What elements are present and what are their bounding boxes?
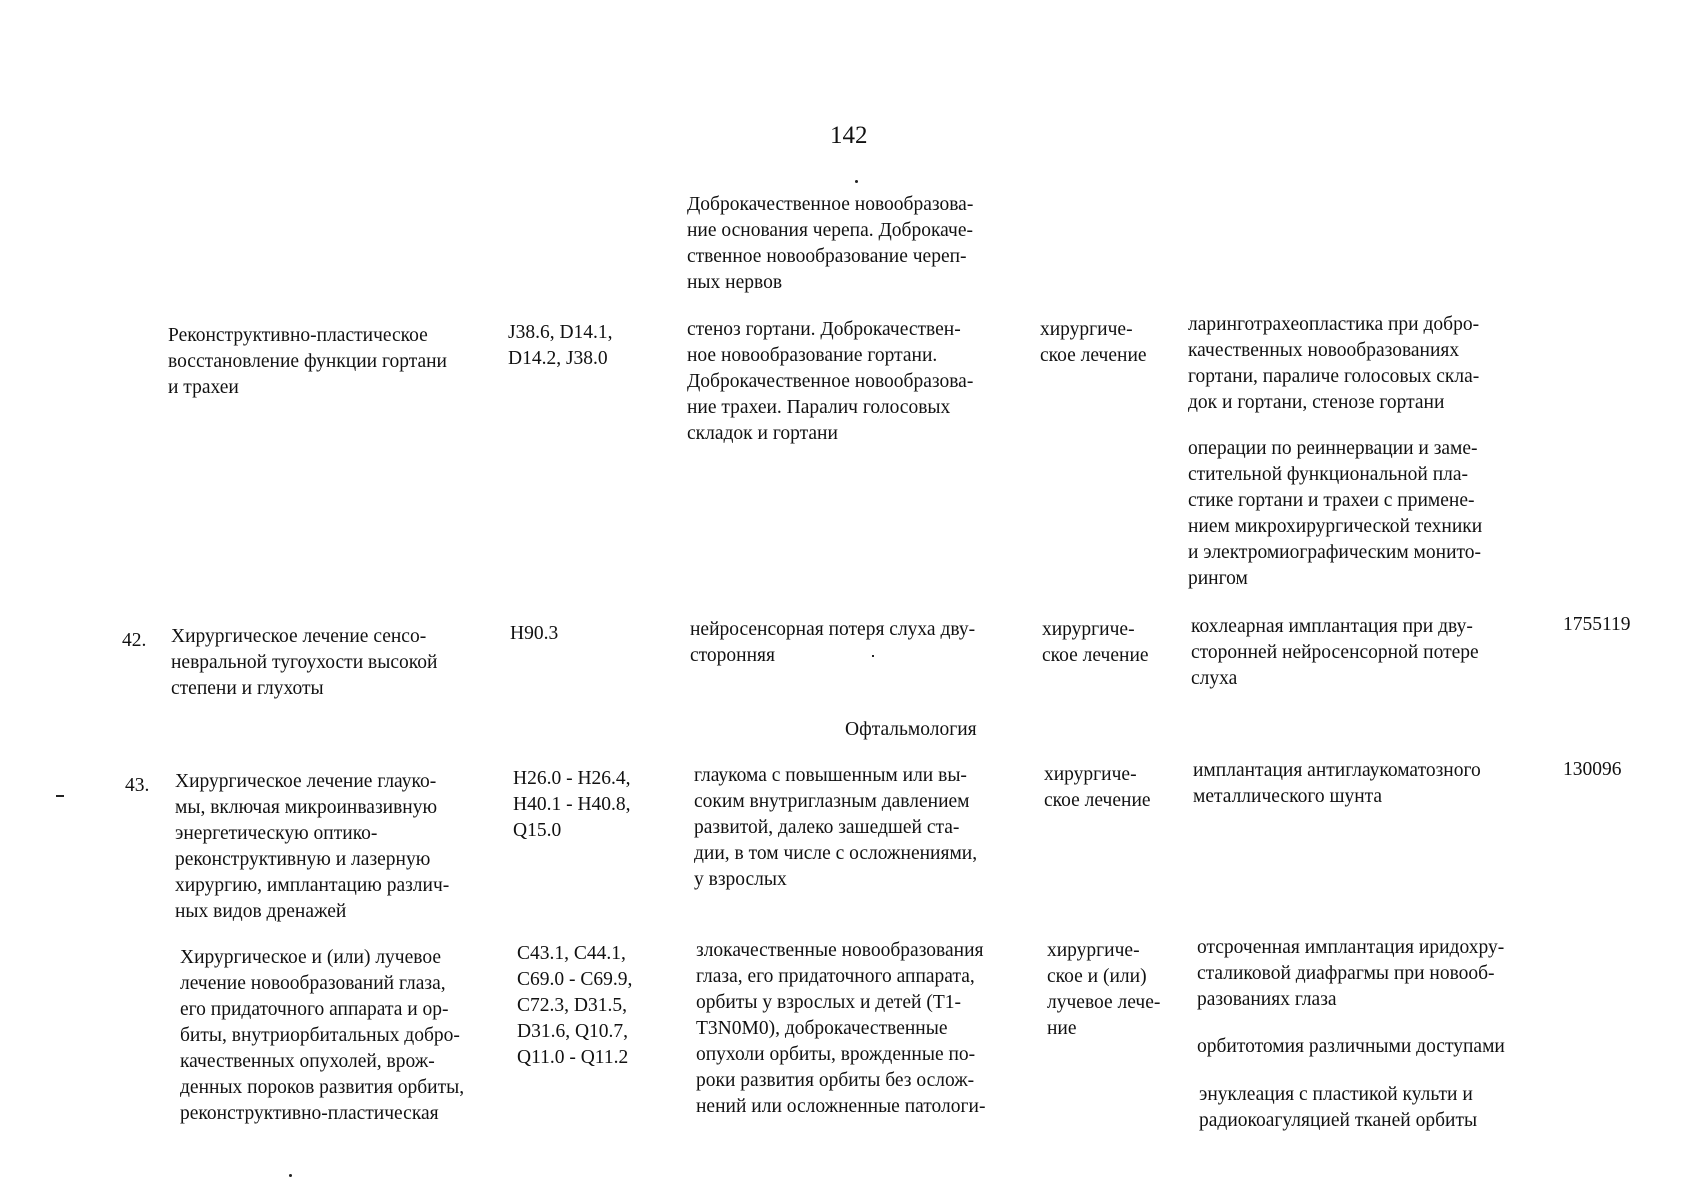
row44-method-3: энуклеация с пластикой культи и радиокоагуляцией тканей орбиты [1199,1084,1478,1131]
scan-speck [872,655,874,657]
row43-norm: 130096 [1563,759,1622,780]
scan-speck [56,795,64,797]
row44-name: Хирургическое и (или) лучевое лечение новообразований глаза, его придаточного аппарата и ор- биты, внутриорбитальных добро- качественных опухолей, врож- денных пороков развития орбиты, реконструктивно-пластическая [180,947,465,1124]
row42-treatment: хирургиче- ское лечение [1042,619,1149,666]
row43-number: 43. [125,775,150,796]
page-number: 142 [830,122,868,149]
row44-model: злокачественные новообразования глаза, его придаточного аппарата, орбиты у взрослых и детей (T1- T3N0M0), доброкачественные опухоли орбиты, врожденные по- роки развития орбиты без ослож- нений или осложненные патологи- [696,940,986,1117]
row42-codes: H90.3 [510,623,559,644]
scan-speck [289,1174,292,1177]
row43-codes: H26.0 - H26.4, H40.1 - H40.8, Q15.0 [513,768,631,841]
row42-method-1: кохлеарная имплантация при дву- сторонней нейросенсорной потере слуха [1191,616,1479,689]
row43-method-1: имплантация антиглаукоматозного металлического шунта [1193,760,1481,807]
row44-codes: C43.1, C44.1, C69.0 - C69.9, C72.3, D31.5, D31.6, Q10.7, Q11.0 - Q11.2 [517,943,633,1068]
row43-model: глаукома с повышенным или вы- соким внутриглазным давлением развитой, далеко зашедшей ста- дии, в том числе с осложнениями, у взрослых [694,765,978,890]
row0-model: Доброкачественное новообразова- ние основания черепа. Доброкаче- ственное новообразование череп- ных нервов [687,194,974,293]
row43-name: Хирургическое лечение глауко- мы, включая микроинвазивную энергетическую оптико- реконструктивную и лазерную хирургию, имплантацию различ- ных видов дренажей [175,771,450,922]
row42-norm: 1755119 [1563,614,1631,635]
row1-model: стеноз гортани. Доброкачествен- ное новообразование гортани. Доброкачественное новообразова- ние трахеи. Паралич голосовых складок и гортани [687,319,974,444]
row1-method-1: ларинготрахеопластика при добро- качественных новообразованиях гортани, параличе голосовых скла- док и гортани, стенозе гортани [1188,314,1480,413]
row43-treatment: хирургиче- ское лечение [1044,764,1151,811]
row1-codes: J38.6, D14.1, D14.2, J38.0 [508,322,613,369]
scan-speck [855,180,858,183]
row42-name: Хирургическое лечение сенсо- невральной тугоухости высокой степени и глухоты [171,626,438,699]
row1-method-2: операции по реиннервации и заме- стительной функциональной пла- стике гортани и трахеи с примене- нием микрохирургической техники и электромиографическим монито- рингом [1188,438,1483,589]
row1-name: Реконструктивно-пластическое восстановление функции гортани и трахеи [168,325,447,398]
row44-treatment: хирургиче- ское и (или) лучевое лече- ние [1047,940,1161,1039]
section-heading-ophthalmology: Офтальмология [845,719,977,740]
row44-method-1: отсроченная имплантация иридохру- сталиковой диафрагмы при новооб- разованиях глаза [1197,937,1505,1010]
row1-treatment: хирургиче- ское лечение [1040,319,1147,366]
row42-model: нейросенсорная потеря слуха дву- сторонняя [690,619,976,666]
row44-method-2: орбитотомия различными доступами [1197,1036,1505,1057]
row42-number: 42. [122,630,147,651]
